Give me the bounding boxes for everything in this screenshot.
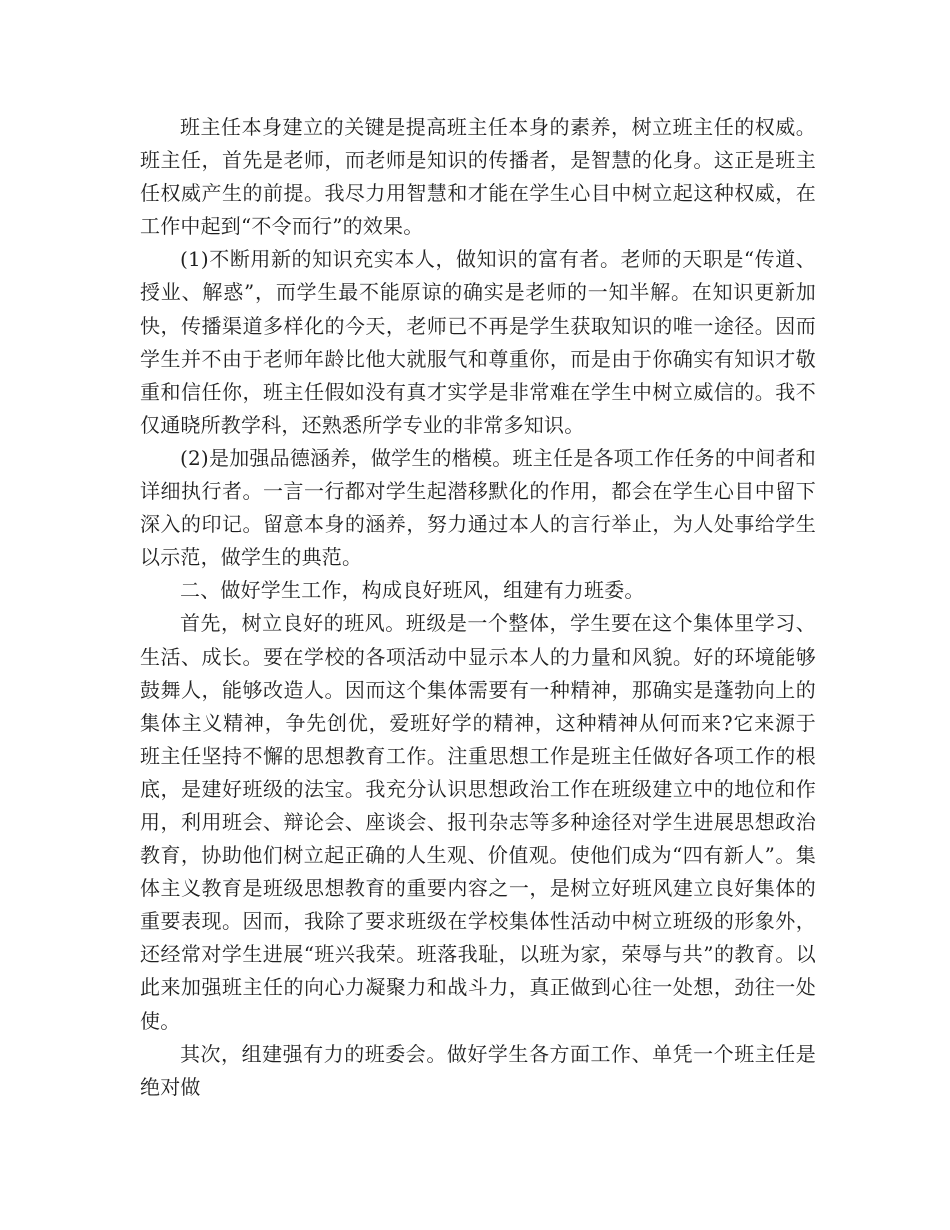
section-heading-student-work: 二、做好学生工作，构成良好班风，组建有力班委。 <box>180 578 645 603</box>
paragraph-knowledge: (1)不断用新的知识充实本人，做知识的富有者。老师的天职是“传道、授业、解惑”，而学生最不能原谅的确实是老师的一知半解。在知识更新加快，传播渠道多样化的今天，老师已不再是学生获取知识的唯一途径。因而学生并不由于老师年龄比他大就服气和尊重你，而是由于你确实有知识才敬重和信任你，班主任假如没有真才实学是非常难在学生中树立威信的。我不仅通晓所教学科，还熟悉所学专业的非常多知识。 <box>140 247 816 437</box>
paragraph-teacher-authority: 班主任本身建立的关键是提高班主任本身的素养，树立班主任的权威。班主任，首先是老师，而老师是知识的传播者，是智慧的化身。这正是班主任权威产生的前提。我尽力用智慧和才能在学生心目中树立起这种权威，在工作中起到“不令而行”的效果。 <box>140 115 816 239</box>
paragraph-morality: (2)是加强品德涵养，做学生的楷模。班主任是各项工作任务的中间者和详细执行者。一言一行都对学生起潜移默化的作用，都会在学生心目中留下深入的印记。留意本身的涵养，努力通过本人的言行举止，为人处事给学生以示范，做学生的典范。 <box>140 445 816 570</box>
document-body <box>140 111 816 1104</box>
paragraph-class-spirit: 首先，树立良好的班风。班级是一个整体，学生要在这个集体里学习、生活、成长。要在学校的各项活动中显示本人的力量和风貌。好的环境能够鼓舞人，能够改造人。因而这个集体需要有一种精神，那确实是蓬勃向上的集体主义精神，争先创优，爱班好学的精神，这种精神从何而来?它来源于班主任坚持不懈的思想教育工作。注重思想工作是班主任做好各项工作的根底，是建好班级的法宝。我充分认识思想政治工作在班级建立中的地位和作用，利用班会、辩论会、座谈会、报刊杂志等多种途径对学生进展思想政治教育，协助他们树立起正确的人生观、价值观。使他们成为“四有新人”。集体主义教育是班级思想教育的重要内容之一，是树立好班风建立良好集体的重要表现。因而，我除了要求班级在学校集体性活动中树立班级的形象外，还经常对学生进展“班兴我荣。班落我耻，以班为家，荣辱与共”的教育。以此来加强班主任的向心力凝聚力和战斗力，真正做到心往一处想，劲往一处使。 <box>140 611 816 1033</box>
paragraph-class-committee: 其次，组建强有力的班委会。做好学生各方面工作、单凭一个班主任是绝对做 <box>140 1041 816 1099</box>
